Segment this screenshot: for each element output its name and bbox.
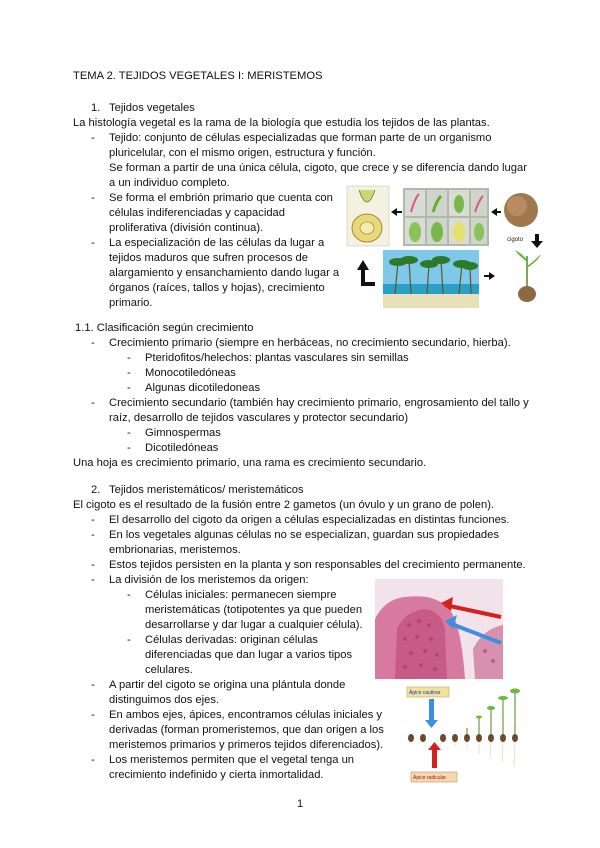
bullet-marker: -: [91, 559, 95, 571]
bullet-marker: -: [91, 337, 95, 349]
subsection-heading: 1.1. Clasificación según crecimiento: [75, 322, 254, 334]
list-item-line: células indiferenciadas y capacidad: [109, 207, 286, 219]
list-item-line: raíz, desarrollo de tejidos vasculares y protector secundario): [109, 412, 409, 424]
bullet-marker: -: [127, 367, 131, 379]
bullet-marker: -: [91, 679, 95, 691]
paragraph: La histología vegetal es la rama de la biología que estudia los tejidos de las plantas.: [73, 117, 490, 129]
sub-list-item: Células iniciales: permanecen siempre: [145, 589, 337, 601]
bullet-marker: -: [91, 237, 95, 249]
bullet-marker: -: [127, 589, 131, 601]
sub-list-item: Dicotiledóneas: [145, 442, 219, 454]
bullet-marker: -: [91, 397, 95, 409]
list-item-line: derivadas (forman promeristemos, que dan origen a los: [109, 724, 384, 736]
palm-beach-image: [383, 250, 479, 308]
list-item: El desarrollo del cigoto da origen a células especializadas en distintas funciones.: [109, 514, 510, 526]
list-item-line: crecimiento indefinido y cierta inmortalidad.: [109, 769, 324, 781]
paragraph: Una hoja es crecimiento primario, una rama es crecimiento secundario.: [73, 457, 427, 469]
bullet-marker: -: [91, 514, 95, 526]
bullet-marker: -: [91, 709, 95, 721]
list-item-line: tejidos maduros que sufren procesos de: [109, 252, 309, 264]
bullet-marker: -: [91, 529, 95, 541]
sub-list-item-line: desarrollarse y dar lugar a cualquier célula).: [145, 619, 363, 631]
section-number: 1.: [91, 102, 101, 114]
sub-list-item: Gimnospermas: [145, 427, 221, 439]
bullet-marker: -: [127, 352, 131, 364]
bullet-marker: -: [127, 442, 131, 454]
bullet-marker: -: [91, 192, 95, 204]
sub-list-item: Algunas dicotiledoneas: [145, 382, 261, 394]
sub-list-item: Pteridofitos/helechos: plantas vasculares sin semillas: [145, 352, 409, 364]
section-heading: Tejidos meristemáticos/ meristemáticos: [109, 484, 304, 496]
bullet-marker: -: [91, 132, 95, 144]
bullet-marker: -: [127, 382, 131, 394]
section-heading: Tejidos vegetales: [109, 102, 195, 114]
sub-list-item: Monocotiledóneas: [145, 367, 236, 379]
plant-development-figure: [345, 184, 550, 312]
bullet-marker: -: [127, 427, 131, 439]
list-item: Crecimiento secundario (también hay crecimiento primario, engrosamiento del tallo y: [109, 397, 529, 409]
bullet-marker: -: [91, 574, 95, 586]
list-item: A partir del cigoto se origina una plántula donde: [109, 679, 346, 691]
sub-list-item: Células derivadas: originan células: [145, 634, 318, 646]
list-item: Tejido: conjunto de células especializadas que forman parte de un organismo: [109, 132, 492, 144]
list-item: La división de los meristemos da origen:: [109, 574, 309, 586]
sub-list-item-line: diferenciadas que dan lugar a varios tipos: [145, 649, 353, 661]
list-item: En ambos ejes, ápices, encontramos células iniciales y: [109, 709, 382, 721]
meristem-micrograph: [375, 579, 503, 679]
document-title: TEMA 2. TEJIDOS VEGETALES I: MERISTEMOS: [73, 70, 323, 82]
embryo-diagram: [347, 186, 389, 246]
list-item-line: pluricelular, con el mismo origen, estructura y función.: [109, 147, 376, 159]
list-item: En los vegetales algunas células no se especializan, guardan sus propiedades: [109, 529, 499, 541]
page-number: 1: [296, 798, 304, 810]
paragraph: El cigoto es el resultado de la fusión entre 2 gametos (un óvulo y un grano de polen).: [73, 499, 495, 511]
list-item-line: Se forman a partir de una única célula, cigoto, que crece y se diferencia dando lugar: [109, 162, 527, 174]
apice-radicular-label: Ápice radicular: [413, 775, 447, 781]
list-item: Se forma el embrión primario que cuenta con: [109, 192, 333, 204]
list-item-line: a un individuo completo.: [109, 177, 230, 189]
apice-caulinar-label: Ápice caulinar: [409, 690, 441, 696]
seedling-image: [515, 250, 541, 302]
embryo-photo-strip: [403, 188, 489, 246]
list-item-line: distinguimos dos ejes.: [109, 694, 220, 706]
list-item-line: órganos (raíces, tallos y hojas), crecimiento: [109, 282, 325, 294]
cigoto-label: cigoto: [507, 237, 524, 243]
list-item: La especialización de las células da lugar a: [109, 237, 325, 249]
list-item: Los meristemos permiten que el vegetal tenga un: [109, 754, 355, 766]
list-item-line: alargamiento y ensanchamiento dando lugar a: [109, 267, 340, 279]
list-item-line: proliferativa (división continua).: [109, 222, 264, 234]
list-item-line: meristemos primarios y primeros tejidos diferenciados).: [109, 739, 384, 751]
sub-list-item-line: celulares.: [145, 664, 193, 676]
list-item: Crecimiento primario (siempre en herbáceas, no crecimiento secundario, hierba).: [109, 337, 511, 349]
list-item-line: primario.: [109, 297, 153, 309]
bullet-marker: -: [127, 634, 131, 646]
section-number: 2.: [91, 484, 101, 496]
bullet-marker: -: [91, 754, 95, 766]
list-item-line: embrionarias, meristemos.: [109, 544, 241, 556]
seedling-growth-figure: [405, 686, 523, 784]
list-item: Estos tejidos persisten en la planta y son responsables del crecimiento permanente.: [109, 559, 526, 571]
sub-list-item-line: meristemáticas (totipotentes ya que pueden: [145, 604, 363, 616]
